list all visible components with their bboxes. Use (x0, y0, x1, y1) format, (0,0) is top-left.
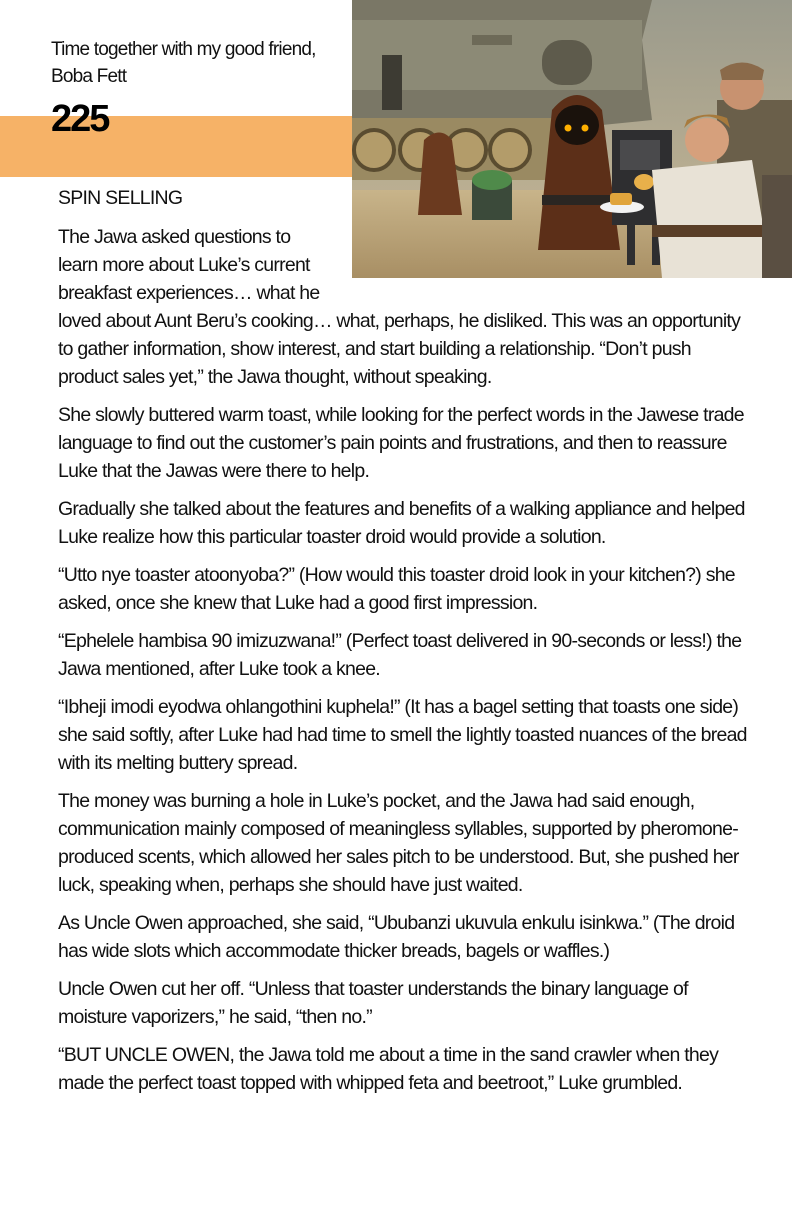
paragraph-3: Gradually she talked about the features and benefits of a walking appliance and helped Luke realize how this particular toaster droid would provide a solution. (58, 498, 745, 548)
paragraph-1-line-2: learn more about Luke’s current (58, 254, 310, 276)
paragraph-5: “Ephelele hambisa 90 imizuzwana!” (Perfect toast delivered in 90-seconds or less!) the Jawa mentioned, after Luke took a knee. (58, 630, 742, 680)
paragraph-4: “Utto nye toaster atoonyoba?” (How would this toaster droid look in your kitchen?) she asked, once she knew that Luke had a good first impression. (58, 564, 735, 614)
caption-line-1: Time together with my good friend, (51, 39, 316, 60)
caption-line-2: Boba Fett (51, 66, 127, 87)
photo-caption (51, 36, 341, 90)
paragraph-2: She slowly buttered warm toast, while looking for the perfect words in the Jawese trade language to find out the customer’s pain points and frustrations, and then to reassure Luke that the Jawas were there to help. (58, 404, 744, 482)
section-title: SPIN SELLING (58, 187, 183, 209)
article-body (58, 184, 748, 1107)
paragraph-9: Uncle Owen cut her off. “Unless that toaster understands the binary language of moisture vaporizers,” he said, “then no.” (58, 978, 688, 1028)
page-number: 225 (51, 98, 109, 140)
paragraph-6: “Ibheji imodi eyodwa ohlangothini kuphela!” (It has a bagel setting that toasts one side) she said softly, after Luke had had time to smell the lightly toasted nuances of the bread with its melting buttery spread. (58, 696, 747, 774)
paragraph-7: The money was burning a hole in Luke’s pocket, and the Jawa had said enough, communication mainly composed of meaningless syllables, supported by pheromone-produced scents, which allowed her sales pitch to be understood. But, she pushed her luck, speaking when, perhaps she should have just waited. (58, 790, 739, 896)
paragraph-1-line-1: The Jawa asked questions to (58, 226, 291, 248)
paragraph-8: As Uncle Owen approached, she said, “Ububanzi ukuvula enkulu isinkwa.” (The droid has wide slots which accommodate thicker breads, bagels or waffles.) (58, 912, 735, 962)
paragraph-1-continuation: loved about Aunt Beru’s cooking… what, perhaps, he disliked. This was an opportunity to gather information, show interest, and start building a relationship. “Don’t push product sales yet,” the Jawa thought, without speaking. (58, 310, 741, 388)
paragraph-1 (58, 223, 748, 391)
paragraph-1-line-3: breakfast experiences… what he (58, 282, 320, 304)
paragraph-10: “BUT UNCLE OWEN, the Jawa told me about a time in the sand crawler when they made the perfect toast topped with whipped feta and beetroot,” Luke grumbled. (58, 1044, 719, 1094)
